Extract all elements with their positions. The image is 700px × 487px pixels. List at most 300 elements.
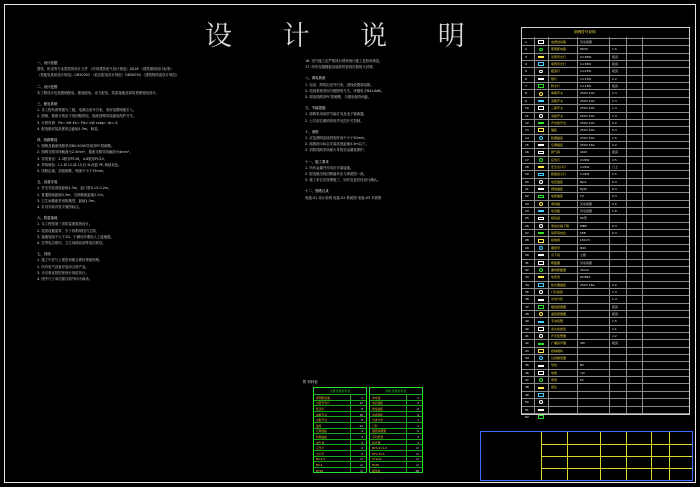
legend-item-name: 总线隔离器 (551, 356, 567, 361)
note-line: 1. 施工中应与土建密切配合做好预留预埋。 (37, 258, 103, 263)
legend-item-height: 吸顶 (612, 84, 619, 89)
legend-symbol-icon (539, 378, 543, 382)
legend-item-spec: 40W (580, 150, 587, 155)
legend-item-spec: 1×8W (580, 172, 590, 177)
table-cell-qty: 4 (417, 412, 419, 417)
legend-row (522, 82, 689, 89)
legend-row (522, 376, 689, 383)
legend-row (522, 192, 689, 199)
table-cell-qty: 1 (361, 395, 363, 400)
legend-item-name: 疏散指示灯 (551, 172, 567, 177)
legend-item-name: 引下线 (551, 253, 561, 258)
legend-row-number: 8 (525, 91, 527, 96)
note-line: 1. 开关安装高度距地1.3m，距门框0.15-0.2m。 (37, 186, 112, 191)
table-cell-qty: 2 (361, 451, 363, 456)
legend-symbol-icon (538, 84, 544, 88)
legend-row (522, 67, 689, 74)
legend-row (522, 310, 689, 317)
table-cell-name: 双联开关 (316, 418, 328, 423)
legend-item-name: 烟感探测器 (551, 304, 567, 309)
legend-row (522, 75, 689, 82)
note-line: 4. 导线颜色：L1-黄 L2-绿 L3-红 N-淡蓝 PE-黄绿双色。 (37, 162, 122, 167)
legend-item-spec: 250V 10A (580, 113, 595, 118)
table-cell-name: 烟感探测器 (372, 429, 386, 434)
table-cell-name: 门铃 (372, 423, 378, 428)
note-line: 4. 配电箱安装高度底边距地1.5m，暗装。 (37, 126, 101, 131)
legend-row (522, 317, 689, 324)
table-cell-qty: 4 (361, 429, 363, 434)
legend-item-spec: 250V 10A (580, 120, 595, 125)
legend-symbol-icon (539, 246, 543, 250)
note-line: 八、弱电系统 (305, 76, 326, 81)
table-row (314, 461, 366, 466)
legend-item-spec: LEB (580, 231, 586, 236)
legend-row-number: 9 (525, 98, 527, 103)
table-cell-name: 出口灯 (316, 451, 325, 456)
legend-row (522, 89, 689, 96)
legend-row-number: 23 (525, 201, 529, 206)
legend-row-number: 47 (525, 378, 529, 383)
legend-item-height: 0.3 (612, 231, 617, 236)
legend-symbol-icon (538, 78, 544, 80)
legend-item-name: 三联开关 (551, 106, 564, 111)
note-line: 3. 未尽事宜按国家现行规范执行。 (37, 270, 89, 275)
table-row (370, 416, 422, 421)
legend-item-spec: RJ45 (580, 187, 587, 191)
legend-item-name: 壁灯 (551, 76, 558, 81)
table-cell-qty: m (360, 457, 363, 462)
legend-symbol-icon (538, 365, 544, 367)
legend-row (522, 141, 689, 148)
legend-row-number: 21 (525, 187, 529, 191)
note-line: 3. 接地电阻不大于1Ω，不满足时增设人工接地极。 (37, 234, 114, 239)
table-row (370, 400, 422, 405)
legend-row (522, 119, 689, 126)
legend-symbol-icon (539, 48, 543, 52)
legend-row (522, 126, 689, 133)
table-row (370, 428, 422, 433)
table-cell-name: 吸顶灯 (316, 406, 325, 411)
legend-symbol-icon (538, 173, 544, 177)
note-line: 1. 所有金属外壳均应可靠接地。 (305, 165, 354, 170)
legend-item-height: 2.2 (612, 120, 617, 125)
legend-symbol-icon (538, 40, 544, 44)
legend-symbol-icon (538, 276, 544, 278)
legend-row-number: 49 (525, 392, 529, 397)
legend-row-number: 46 (525, 370, 529, 375)
legend-row (522, 391, 689, 398)
table-cell-qty: 4 (361, 446, 363, 451)
legend-row (522, 185, 689, 192)
legend-item-height: 0.3 (612, 128, 617, 133)
notes-right-column (305, 58, 505, 201)
table-cell-name: PC16 (316, 468, 324, 473)
table-cell-qty: 1 (417, 423, 419, 428)
legend-row (522, 134, 689, 141)
legend-item-spec: MEB (580, 223, 587, 228)
legend-item-height: 1.4 (612, 297, 617, 302)
note-line: 2. 屋顶设避雷带，引下线利用柱内主筋。 (37, 228, 99, 233)
legend-row (522, 295, 689, 302)
legend-item-spec: L50×5 (580, 238, 590, 243)
note-line: 3. 穿管管径：2-3根穿PC16，4-6根穿PC20。 (37, 156, 108, 161)
legend-row (522, 45, 689, 52)
note-line: 2. 电视系统采用分配网络方式，终端电平64±4dB。 (305, 88, 385, 93)
table-row (314, 467, 366, 472)
legend-item-name: 接地极 (551, 238, 561, 243)
legend-row (522, 156, 689, 163)
legend-row (522, 281, 689, 288)
table-row (314, 405, 366, 410)
legend-row-number: 15 (525, 142, 529, 147)
note-line: 3. 消防线路采用耐火导线穿金属管保护。 (305, 148, 367, 153)
legend-item-name: 双联开关 (551, 98, 564, 103)
legend-item-spec: 2×36W (580, 54, 592, 59)
note-line: 2. 公共部位照明采用声光控开关控制。 (305, 118, 364, 123)
legend-row (522, 244, 689, 251)
table-cell-qty: 5 (417, 429, 419, 434)
table-cell-name: PC20 (372, 462, 380, 467)
legend-item-height: 0.3 (612, 187, 617, 191)
legend-row (522, 236, 689, 243)
legend-symbol-icon (539, 136, 543, 140)
legend-row-number: 10 (525, 106, 529, 111)
legend-row-number: 28 (525, 238, 529, 243)
legend-item-spec: 250V 16A (580, 282, 595, 287)
note-line: 一、设计依据 (37, 61, 58, 65)
legend-item-name: 声光控开关 (551, 120, 567, 125)
legend-item-spec: 见系统图 (580, 260, 593, 265)
note-line: 三、配电系统 (37, 102, 58, 107)
legend-row-number: 18 (525, 164, 529, 169)
legend-row-number: 22 (525, 194, 529, 199)
table-row (370, 394, 422, 399)
legend-symbol-icon (538, 195, 544, 199)
legend-row-number: 25 (525, 216, 529, 221)
legend-item-spec: 1×36W (580, 62, 592, 67)
table-cell-name: 对讲分机 (372, 418, 384, 423)
legend-row-number: 4 (525, 62, 527, 67)
legend-item-name: 弱电箱 (551, 201, 561, 206)
legend-item-spec: 250V 16A (580, 142, 595, 147)
tables-label: 附 材料表 (303, 380, 318, 384)
legend-item-spec: 3W (580, 341, 585, 346)
legend-row (522, 332, 689, 339)
note-gap (305, 124, 505, 127)
note-gap (37, 132, 252, 135)
note-line: 2. 疏散指示标志安装高度距地0.5m以下。 (305, 142, 369, 147)
legend-item-name: 空调插座 (551, 142, 564, 147)
note-line: 17. 所有穿越楼板及墙体的管线应做防火封堵。 (305, 65, 376, 70)
legend-symbol-icon (538, 254, 544, 256)
legend-row (522, 60, 689, 67)
legend-item-height: 1.8 (612, 209, 617, 214)
note-line: 九、节能措施 (305, 106, 326, 111)
legend-symbol-icon (538, 166, 544, 168)
legend-symbol-icon (538, 210, 544, 212)
legend-row-number: 33 (525, 275, 529, 280)
legend-row-number: 16 (525, 150, 529, 155)
legend-row (522, 303, 689, 310)
note-line: 3. 弱电线路穿PC管暗敷，与强电保持间距。 (305, 95, 372, 100)
legend-row-number: 24 (525, 209, 529, 214)
legend-symbol-icon (538, 106, 544, 110)
legend-symbol-icon (538, 305, 544, 309)
table-row (314, 456, 366, 461)
table-cell-name: 排气扇 (316, 440, 325, 445)
legend-row-number: 35 (525, 289, 529, 294)
legend-item-height: 1.3 (612, 289, 617, 294)
legend-item-name: 电缆 (551, 370, 558, 375)
legend-item-spec: 1×22W (580, 69, 592, 74)
legend-symbol-icon (539, 334, 543, 338)
legend-symbol-icon (538, 128, 544, 132)
table-cell-qty: 1 (417, 395, 419, 400)
table-cell-name: 电话插座 (372, 401, 384, 406)
table-cell-name: BV-4 (316, 462, 323, 467)
legend-symbol-icon (539, 290, 543, 294)
legend-row-number: 19 (525, 172, 529, 177)
table-cell-qty: 2 (361, 440, 363, 445)
legend-item-spec: PC (580, 378, 584, 383)
note-line: 七、其他 (37, 252, 51, 257)
legend-symbol-icon (538, 409, 544, 411)
table-a-title: 主要设备材料表 (329, 389, 351, 393)
legend-item-name: 安全出口灯 (551, 164, 567, 169)
legend-row (522, 214, 689, 221)
legend-row (522, 229, 689, 236)
legend-item-height: 1.3 (612, 113, 617, 118)
legend-item-name: 温感探测器 (551, 311, 567, 316)
note-line: 4. 图中尺寸单位除注明外均为毫米。 (37, 277, 93, 282)
legend-row-number: 12 (525, 120, 529, 125)
legend-item-height: 2.2 (612, 142, 617, 147)
legend-item-name: 局部等电位 (551, 231, 567, 236)
legend-item-name: 电源进线箱 (551, 40, 567, 44)
legend-item-height: 吸顶 (612, 150, 619, 155)
table-row (314, 433, 366, 438)
table-row (314, 450, 366, 455)
note-line: 建筑、机电等专业提供的设计文件 《民用建筑电气设计规范》JGJ16 《建筑照明设计标准》 (37, 67, 174, 72)
note-gap (37, 174, 252, 177)
legend-row-number: 50 (525, 400, 529, 405)
table-cell-name: 照明配电箱 (316, 395, 330, 400)
legend-symbol-icon (538, 232, 544, 234)
legend-row-number: 3 (525, 54, 527, 59)
legend-symbol-icon (538, 151, 544, 155)
legend-row-number: 48 (525, 385, 529, 390)
legend-item-spec: 1×8W (580, 164, 590, 169)
legend-row (522, 266, 689, 273)
note-line: 4. 灯具安装详见平面图标注。 (37, 205, 82, 210)
note-line: 1. 应急照明连续供电时间不小于30min。 (305, 136, 368, 141)
table-row (314, 400, 366, 405)
note-line: 电施-01 设计说明 电施-02 系统图 电施-03 平面图 (305, 195, 382, 200)
table-cell-qty: m (360, 462, 363, 467)
note-gap (305, 154, 505, 157)
table-cell-qty: 12 (359, 401, 363, 406)
table-b-title: 弱电设备材料表 (385, 389, 407, 393)
note-line: 3. 计算负荷：Pe= kW Kx= Pjs= kW cosφ= Ijs= A (37, 120, 118, 125)
note-line: 2. 普通插座距地0.3m，空调插座距地2.2m。 (37, 192, 107, 197)
table-cell-name: RVS-2×1.0 (372, 446, 388, 451)
legend-item-name: 照明配电箱 (551, 47, 567, 52)
legend-row (522, 398, 689, 405)
legend-item-spec: 30mA (580, 267, 589, 272)
legend-item-name: 门铃按钮 (551, 289, 564, 294)
note-gap (37, 96, 252, 99)
legend-item-height: 1.5 (612, 319, 617, 324)
legend-item-height: 吸顶 (612, 311, 619, 316)
note-gap (305, 70, 505, 73)
legend-item-height: 1.3 (612, 106, 617, 111)
legend-item-name: 电度表 (551, 275, 561, 280)
legend-row (522, 178, 689, 185)
legend-item-spec: 250V 10A (580, 91, 595, 96)
note-line: 五、设备安装 (37, 180, 58, 185)
legend-symbol-icon (539, 202, 543, 206)
legend-item-spec: 1×13W (580, 76, 592, 81)
legend-item-name: 单管荧光灯 (551, 62, 567, 67)
legend-item-height: 1.5 (612, 135, 617, 140)
note-line: 1. 电话、网络由室外引来，进线设置弱电箱。 (305, 82, 374, 87)
legend-item-height: 0.3 (612, 194, 617, 199)
table-row (314, 394, 366, 399)
table-cell-name: 防溅插座 (316, 434, 328, 439)
note-gap (37, 210, 252, 213)
table-cell-qty: 8 (361, 406, 363, 411)
legend-item-name: 防溅插座 (551, 135, 564, 140)
legend-row (522, 288, 689, 295)
legend-row-number: 30 (525, 253, 529, 258)
table-cell-name: 双管荧光灯 (316, 401, 330, 406)
legend-item-name: 广播扬声器 (551, 341, 567, 346)
table-cell-qty: m (416, 462, 419, 467)
legend-item-spec: BV (580, 363, 585, 368)
legend-row (522, 148, 689, 155)
legend-item-spec: 1×13W (580, 84, 592, 89)
legend-symbol-icon (538, 239, 544, 243)
legend-row-number: 11 (525, 113, 529, 118)
legend-item-spec: 250V 10A (580, 135, 595, 140)
table-cell-qty: 10 (359, 412, 363, 417)
legend-row (522, 354, 689, 361)
table-cell-qty: m (360, 468, 363, 473)
legend-symbol-icon (539, 70, 543, 74)
legend-row-number: 34 (525, 282, 529, 287)
legend-item-height: 吸顶 (612, 304, 619, 309)
legend-item-height: 0.3 (612, 223, 617, 228)
legend-symbol-icon (538, 56, 544, 58)
legend-symbol-icon (538, 415, 544, 419)
note-line: 1. 本工程按第三类防雷建筑物设计。 (37, 222, 93, 227)
legend-item-name: 声光报警器 (551, 334, 567, 338)
legend-symbol-icon (538, 299, 544, 301)
legend-item-name: 插座 (551, 128, 558, 133)
table-row (314, 439, 366, 444)
legend-symbol-icon (538, 144, 544, 146)
legend-item-name: 等电位端子箱 (551, 223, 570, 228)
legend-item-spec: 2×8W (580, 157, 590, 162)
note-line: 《供配电系统设计规范》GB50052 《低压配电设计规范》GB50054 《建筑物防雷设计规范》 (37, 73, 180, 78)
table-cell-qty: 3 (361, 434, 363, 439)
legend-row (522, 369, 689, 376)
legend-item-name: 双控开关 (551, 113, 564, 118)
legend-row (522, 104, 689, 111)
legend-item-height: 2.2 (612, 334, 617, 338)
legend-symbol-icon (539, 92, 543, 96)
legend-item-name: 导线 (551, 363, 558, 368)
legend-item-height: 1.3 (612, 91, 617, 96)
table-row (314, 422, 366, 427)
legend-row (522, 406, 689, 413)
note-line: 4. 总等电位联结，卫生间做局部等电位联结。 (37, 241, 106, 246)
legend-symbol-icon (538, 393, 544, 397)
legend-symbol-icon (539, 180, 543, 184)
table-cell-name: BV-2.5 (316, 457, 326, 462)
note-line: 3. 施工单位应按图施工，如有变更应经设计确认。 (305, 178, 381, 183)
title-block (480, 431, 693, 481)
table-cell-name: SYV-75-5 (372, 451, 385, 456)
legend-row (522, 339, 689, 346)
note-line: 本工程设计包括照明配电、插座配电、动力配电、防雷接地及弱电预埋管线设计。 (37, 90, 160, 95)
legend-row-number: 6 (525, 76, 527, 81)
legend-symbol-icon (538, 188, 544, 190)
legend-symbol-icon (538, 343, 544, 345)
legend-item-name: 吸顶灯 (551, 69, 561, 74)
legend-row (522, 383, 689, 390)
legend-item-spec: 主筋 (580, 253, 587, 258)
legend-row-number: 32 (525, 267, 529, 272)
note-gap (37, 79, 252, 82)
legend-item-height: 0.5 (612, 172, 617, 177)
table-cell-qty: m (416, 451, 419, 456)
legend-title: 图例符号说明 (574, 30, 596, 34)
note-line: 5. 线路沿墙、顶板暗敷，埋深不小于15mm。 (37, 169, 107, 174)
table-row (370, 450, 422, 455)
note-line: 1. 照明及插座线路采用BV-500V导线穿PC管暗敷。 (37, 144, 115, 149)
table-cell-qty: 20 (415, 468, 419, 473)
legend-row-number: 27 (525, 231, 529, 236)
legend-item-height: 吸顶 (612, 62, 619, 67)
legend-row-number: 26 (525, 223, 529, 228)
legend-row-number: 29 (525, 245, 529, 250)
legend-symbol-icon (538, 387, 544, 389)
legend-row (522, 38, 689, 45)
legend-row-number: 39 (525, 319, 529, 324)
legend-row (522, 361, 689, 368)
table-cell-name: 手动报警 (372, 434, 384, 439)
table-row (314, 428, 366, 433)
note-line: 六、防雷接地 (37, 216, 58, 221)
legend-row (522, 259, 689, 266)
note-line: 16. 电气施工应严格执行国家现行施工及验收规范。 (305, 59, 383, 63)
legend-row (522, 170, 689, 177)
table-row (370, 405, 422, 410)
table-cell-name: 弱电箱 (372, 395, 381, 400)
table-cell-name: 插座 (316, 423, 322, 428)
note-line: 十二、图纸目录 (305, 189, 329, 194)
legend-row-number: 41 (525, 334, 529, 338)
legend-item-name: 接线盒 (551, 216, 561, 221)
legend-item-name: 电视插座 (551, 194, 564, 199)
note-line: 1. 照明采用高效节能灯具及电子镇流器。 (305, 112, 367, 117)
legend-item-name: 电话插座 (551, 179, 564, 184)
table-cell-name: 网络插座 (372, 406, 384, 411)
legend-row-number: 20 (525, 179, 529, 184)
legend-symbol-icon (538, 217, 544, 221)
legend-item-name: 网络插座 (551, 187, 564, 191)
